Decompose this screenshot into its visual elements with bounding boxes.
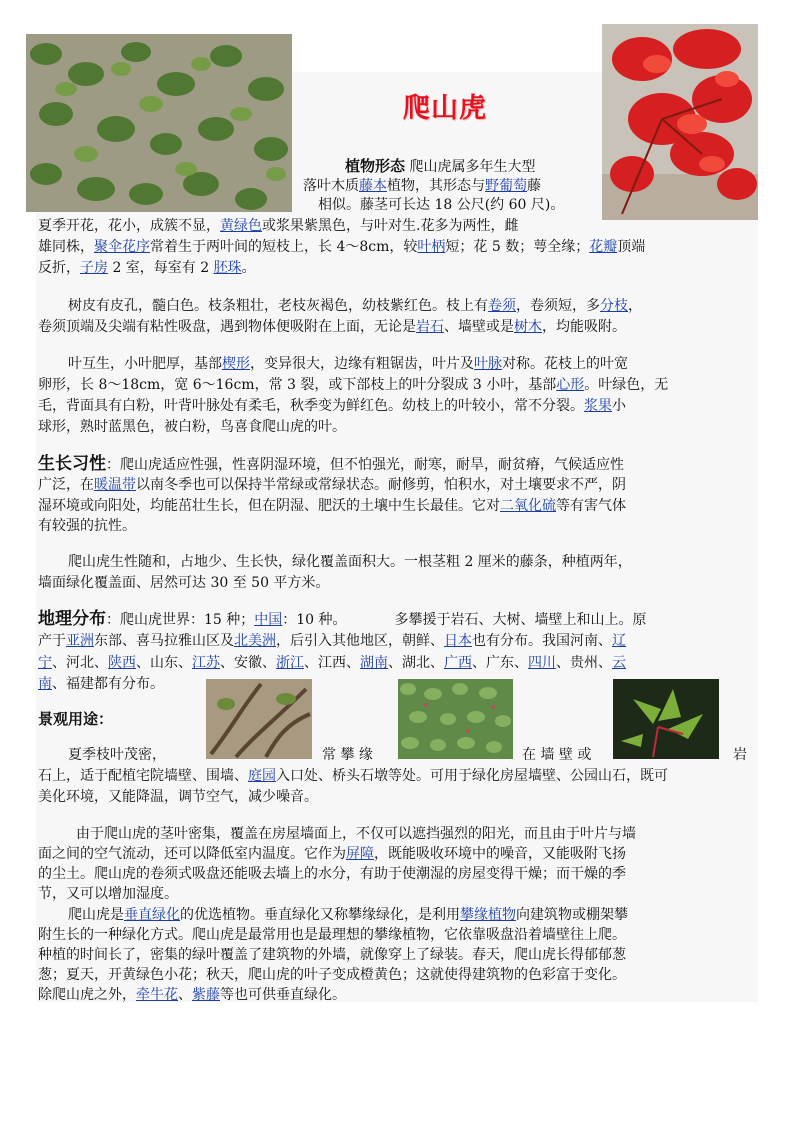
link-huaban[interactable]: 花瓣 [589,239,618,255]
morph-line-5: 雄同株，聚伞花序常着生于两叶间的短枝上，长 4～8cm，较叶柄短；花 5 数；萼全缘；花瓣顶端 [38,239,646,255]
morph-line-3: 相似。藤茎可长达 18 公尺(约 60 尺)。 [318,197,565,213]
vertical-line-3: 种植的时间长了，密集的绿叶覆盖了建筑物的外墙，就像穿上了绿装。春天，爬山虎长得郁郁葱 [38,947,626,963]
land-heading: 景观用途： [38,710,114,728]
growth-line-2: 墙面绿化覆盖面、居然可达 30 至 50 平方米。 [38,575,330,591]
link-xiexing[interactable]: 楔形 [222,356,250,372]
link-panyuanzhiwu[interactable]: 攀缘植物 [460,907,516,923]
leaf-line-1: 叶互生，小叶肥厚，基部楔形，变异很大，边缘有粗锯齿，叶片及叶脉对称。花枝上的叶宽 [68,356,628,372]
cover-line-4: 节，又可以增加湿度。 [38,886,178,902]
land-line-2: 石上，适于配植宅院墙壁、围墙、庭园入口处、桥头石墩等处。可用于绿化房屋墙壁、公园山石，既可 [38,768,668,784]
link-zhongguo[interactable]: 中国 [254,612,283,628]
leaf-line-4: 球形，熟时蓝黑色，被白粉，鸟喜食爬山虎的叶。 [38,419,346,435]
geo-line-1: 地理分布：爬山虎世界：15 种；中国：10 种。 多攀援于岩石、大树、墙壁上和山上。原 [38,609,647,629]
morph-heading: 植物形态 [345,157,406,175]
morph-line-4: 夏季开花，花小，成簇不显，黄绿色或浆果紫黑色，与叶对生.花多为两性，雌 [38,218,519,234]
bark-line-2: 卷须顶端及尖端有粘性吸盘，遇到物体便吸附在上面，无论是岩石、墙壁或是树木，均能吸附。 [38,319,626,335]
land-line-1b: 常 攀 缘 [322,747,373,763]
growth-line-1: 爬山虎生性随和，占地少、生长快，绿化覆盖面积大。一根茎粗 2 厘米的藤条，种植两年， [68,554,632,570]
link-yazhou[interactable]: 亚洲 [66,633,94,649]
link-fenzhi[interactable]: 分枝 [600,298,628,314]
link-jusanhuaxu[interactable]: 聚伞花序 [94,239,150,255]
link-hunan[interactable]: 湖南 [360,655,388,671]
wall-ivy-image [26,34,292,212]
vertical-line-5: 除爬山虎之外，牵牛花、紫藤等也可供垂直绿化。 [38,987,346,1003]
geo-heading: 地理分布 [38,609,106,629]
red-leaves-image [602,24,758,220]
vertical-line-1: 爬山虎是垂直绿化的优选植物。垂直绿化又称攀缘绿化，是利用攀缘植物向建筑物或棚架攀 [68,907,628,923]
habit-line-4: 有较强的抗性。 [38,518,136,534]
geo-line-3: 宁、河北、陕西、山东、江苏、安徽、浙江、江西、湖南、湖北、广西、广东、四川、贵州、云 [38,655,626,671]
link-guangxi[interactable]: 广西 [444,655,472,671]
link-huanglvse[interactable]: 黄绿色 [220,218,262,234]
land-line-3: 美化环境，又能降温，调节空气，减少噪音。 [38,789,318,805]
geo-line-4: 南、福建都有分布。 [38,676,164,692]
cover-line-3: 的尘土。爬山虎的卷须式吸盘还能吸去墙上的水分，有助于使潮湿的房屋变得干燥；而干燥的季 [38,866,626,882]
link-jiangguo[interactable]: 浆果 [584,398,612,414]
link-zhejiang[interactable]: 浙江 [276,655,304,671]
cover-line-2: 面之间的空气流动，还可以降低室内温度。它作为屏障，既能吸收环境中的噪音，又能吸附飞扬 [38,846,626,862]
leaf-line-2: 卵形，长 8～18cm，宽 6～16cm，常 3 裂，或下部枝上的叶分裂成 3 小叶，基部心形。叶绿色，无 [38,377,669,393]
link-yemai[interactable]: 叶脉 [474,356,502,372]
link-yeputao[interactable]: 野葡萄 [485,178,527,194]
habit-line-1: 生长习性：爬山虎适应性强，性喜阴湿环境，但不怕强光，耐寒，耐旱，耐贫瘠，气候适应性 [38,454,624,474]
habit-line-3: 湿环境或向阳处，均能茁壮生长，但在阴湿、肥沃的土壤中生长最佳。它对二氧化硫等有害气体 [38,498,626,514]
young-leaves-image [613,679,719,759]
link-shumu[interactable]: 树木 [514,319,542,335]
leaf-carpet-image [398,679,513,759]
land-heading-line [38,710,113,730]
land-line-1d: 岩 [733,747,747,763]
habit-line-2: 广泛，在暖温带以南冬季也可以保持半常绿或常绿状态。耐修剪，怕积水，对土壤要求不严，阴 [38,477,626,493]
link-yebing[interactable]: 叶柄 [417,239,446,255]
link-pingzhang[interactable]: 屏障 [346,846,374,862]
link-nuanwendai[interactable]: 暖温带 [94,477,136,493]
vertical-line-2: 附生长的一种绿化方式。爬山虎是最常用也是最理想的攀缘植物，它依靠吸盘沿着墙壁往上爬。 [38,927,626,943]
link-tengben[interactable]: 藤本 [359,178,387,194]
morph-line-2: 落叶木质藤本植物，其形态与野葡萄藤 [303,178,541,194]
link-yunnan-part1[interactable]: 云 [612,655,626,671]
geo-line-2: 产于亚洲东部、喜马拉雅山区及北美洲，后引入其他地区，朝鲜、日本也有分布。我国河南、辽 [38,633,626,649]
link-shaanxi[interactable]: 陕西 [108,655,136,671]
link-eryanghualiu[interactable]: 二氧化硫 [500,498,556,514]
link-xinxing[interactable]: 心形 [556,377,585,393]
link-jiangsu[interactable]: 江苏 [192,655,220,671]
link-peizhu[interactable]: 胚珠 [213,260,242,276]
habit-heading: 生长习性 [38,454,106,474]
land-line-1c: 在 墙 壁 或 [522,747,592,763]
link-qianniuhua[interactable]: 牵牛花 [136,987,178,1003]
page-title: 爬山虎 [403,93,487,124]
link-tingyuan[interactable]: 庭园 [248,768,276,784]
link-yanshi[interactable]: 岩石 [416,319,444,335]
leaf-line-3: 毛，背面具有白粉，叶背叶脉处有柔毛，秋季变为鲜红色。幼枝上的叶较小，常不分裂。浆果小 [38,398,626,414]
bark-line-1: 树皮有皮孔，髓白色。枝条粗壮，老枝灰褐色，幼枝紫红色。枝上有卷须，卷须短，多分枝， [68,298,642,314]
link-sichuan[interactable]: 四川 [528,655,556,671]
link-liaoning-part2[interactable]: 宁 [38,655,52,671]
link-riben[interactable]: 日本 [444,633,472,649]
vine-stems-image [206,679,312,759]
link-liaoning-part1[interactable]: 辽 [612,633,626,649]
link-chuizhilvhua[interactable]: 垂直绿化 [124,907,180,923]
morph-line-1: 植物形态 爬山虎属多年生大型 [345,157,536,175]
link-zifang[interactable]: 子房 [80,260,108,276]
land-line-1a: 夏季枝叶茂密， [68,747,166,763]
morph-line-6: 反折，子房 2 室，每室有 2 胚珠。 [38,260,256,276]
link-yunnan-part2[interactable]: 南 [38,676,52,692]
link-ziteng[interactable]: 紫藤 [192,987,220,1003]
link-beimeizhou[interactable]: 北美洲 [234,633,276,649]
cover-line-1: 由于爬山虎的茎叶密集，覆盖在房屋墙面上，不仅可以遮挡强烈的阳光，而且由于叶片与墙 [76,826,636,842]
link-juanxu[interactable]: 卷须 [488,298,516,314]
vertical-line-4: 葱；夏天，开黄绿色小花；秋天，爬山虎的叶子变成橙黄色；这就使得建筑物的色彩富于变化。 [38,967,626,983]
